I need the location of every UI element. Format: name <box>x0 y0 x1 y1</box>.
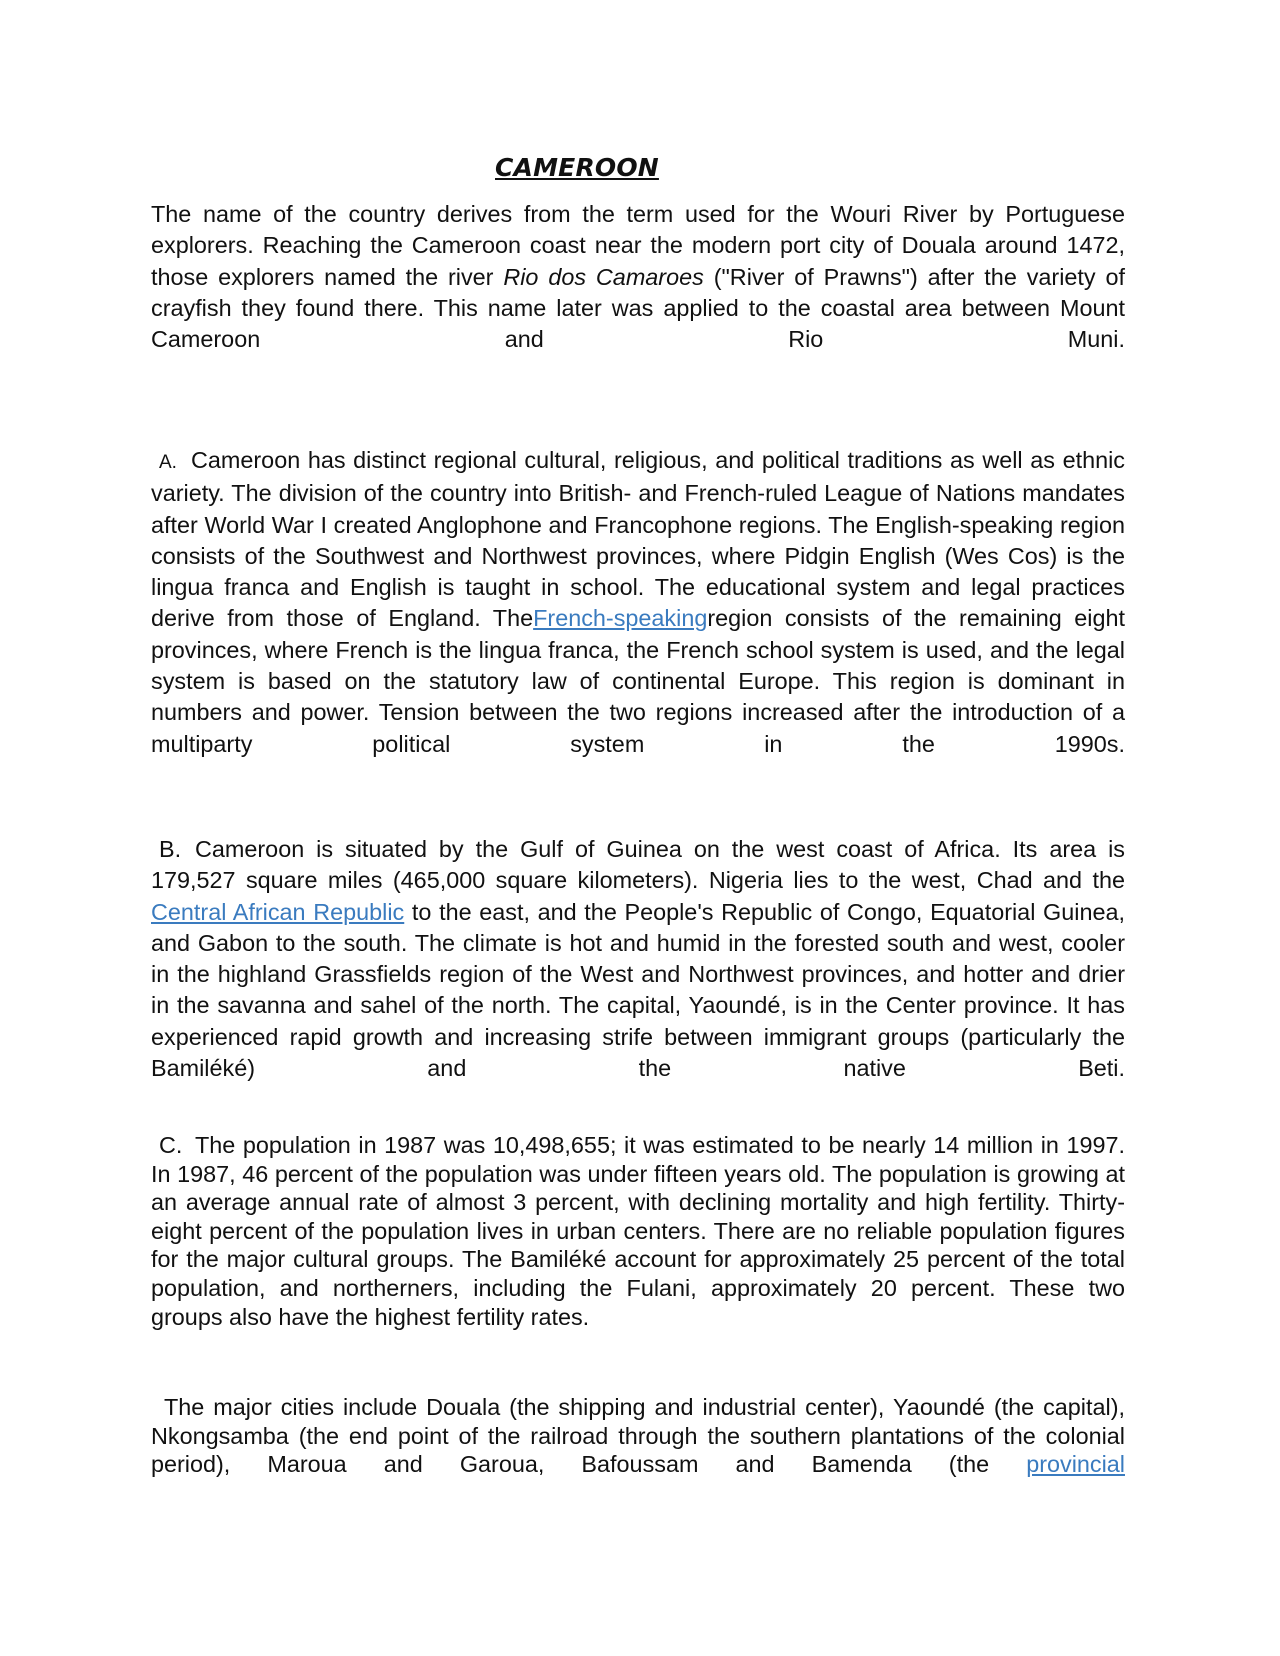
document-title: CAMEROON <box>495 153 659 182</box>
section-b-marker: B. <box>159 836 182 862</box>
section-a-text-2: region consists of the remaining eight provinces, where French is the lingua franca, the French school system is used, and the legal system is based on the statutory law of continental Europe. This region is dominant in numbers and power. Tension between the two regions increased after the introduction of a multiparty political system in the 1990s. <box>151 605 1126 757</box>
intro-text-1: The name of the country derives from the term used for the Wouri River by Portuguese explorers. Reaching the Cameroon coast near the modern port city of Douala around 1472, those explorers named the river <box>151 201 1125 290</box>
section-b-text-2: to the east, and the People's Republic of Congo, Equatorial Guinea, and Gabon to the south. The climate is hot and humid in the forested south and west, cooler in the highland Grassfields region of the West and Northwest provinces, and hotter and drier in the savanna and sahel of the north. The capital, Yaoundé, is in the Center province. It has experienced rapid growth and increasing strife between immigrant groups (particularly the Bamiléké) and the native Beti. <box>151 898 1125 1082</box>
provincial-link[interactable]: provincial <box>1026 1451 1125 1478</box>
section-c-text: The population in 1987 was 10,498,655; it was estimated to be nearly 14 million in 1997. In 1987, 46 percent of the population was under fifteen years old. The population is growing at an average annual rate of almost 3 percent, with declining mortality and high fertility. Thirty-eight percent of the population lives in urban centers. There are no reliable population figures for the major cultural groups. The Bamiléké account for approximately 25 percent of the total population, and northerners, including the Fulani, approximately 20 percent. These two groups also have the highest fertility rates. <box>151 1132 1125 1330</box>
cities-text: The major cities include Douala (the shipping and industrial center), Yaoundé (the capital), Nkongsamba (the end point of the railroad through the southern plantations of the colonial period), Maroua and Garoua, Bafoussam and Bamenda (the <box>151 1394 1125 1478</box>
french-speaking-link[interactable]: French-speaking <box>533 605 708 632</box>
section-a-paragraph <box>151 445 1125 760</box>
central-african-republic-link[interactable]: Central African Republic <box>151 898 405 925</box>
intro-italic-term: Rio dos Camaroes <box>503 263 704 290</box>
section-c-marker: C. <box>159 1132 183 1158</box>
section-c-paragraph <box>151 1131 1125 1331</box>
intro-paragraph <box>151 199 1125 355</box>
cities-paragraph <box>151 1393 1125 1479</box>
section-b-paragraph <box>151 834 1125 1084</box>
section-b-text-1: Cameroon is situated by the Gulf of Guinea on the west coast of Africa. Its area is 179,527 square miles (465,000 square kilometers). Nigeria lies to the west, Chad and the <box>151 836 1125 894</box>
intro-text-2: ("River of Prawns") after the variety of crayfish they found there. This name later was applied to the coastal area between Mount Cameroon and Rio Muni. <box>151 263 1125 353</box>
section-a-text-1: Cameroon has distinct regional cultural, religious, and political traditions as well as ethnic variety. The division of the country into British- and French-ruled League of Nations mandates after World War I created Anglophone and Francophone regions. The English-speaking region consists of the Southwest and Northwest provinces, where Pidgin English (Wes Cos) is the lingua franca and English is taught in school. The educational system and legal practices derive from those of England. The <box>151 447 1125 632</box>
section-a-marker: A. <box>159 452 177 473</box>
